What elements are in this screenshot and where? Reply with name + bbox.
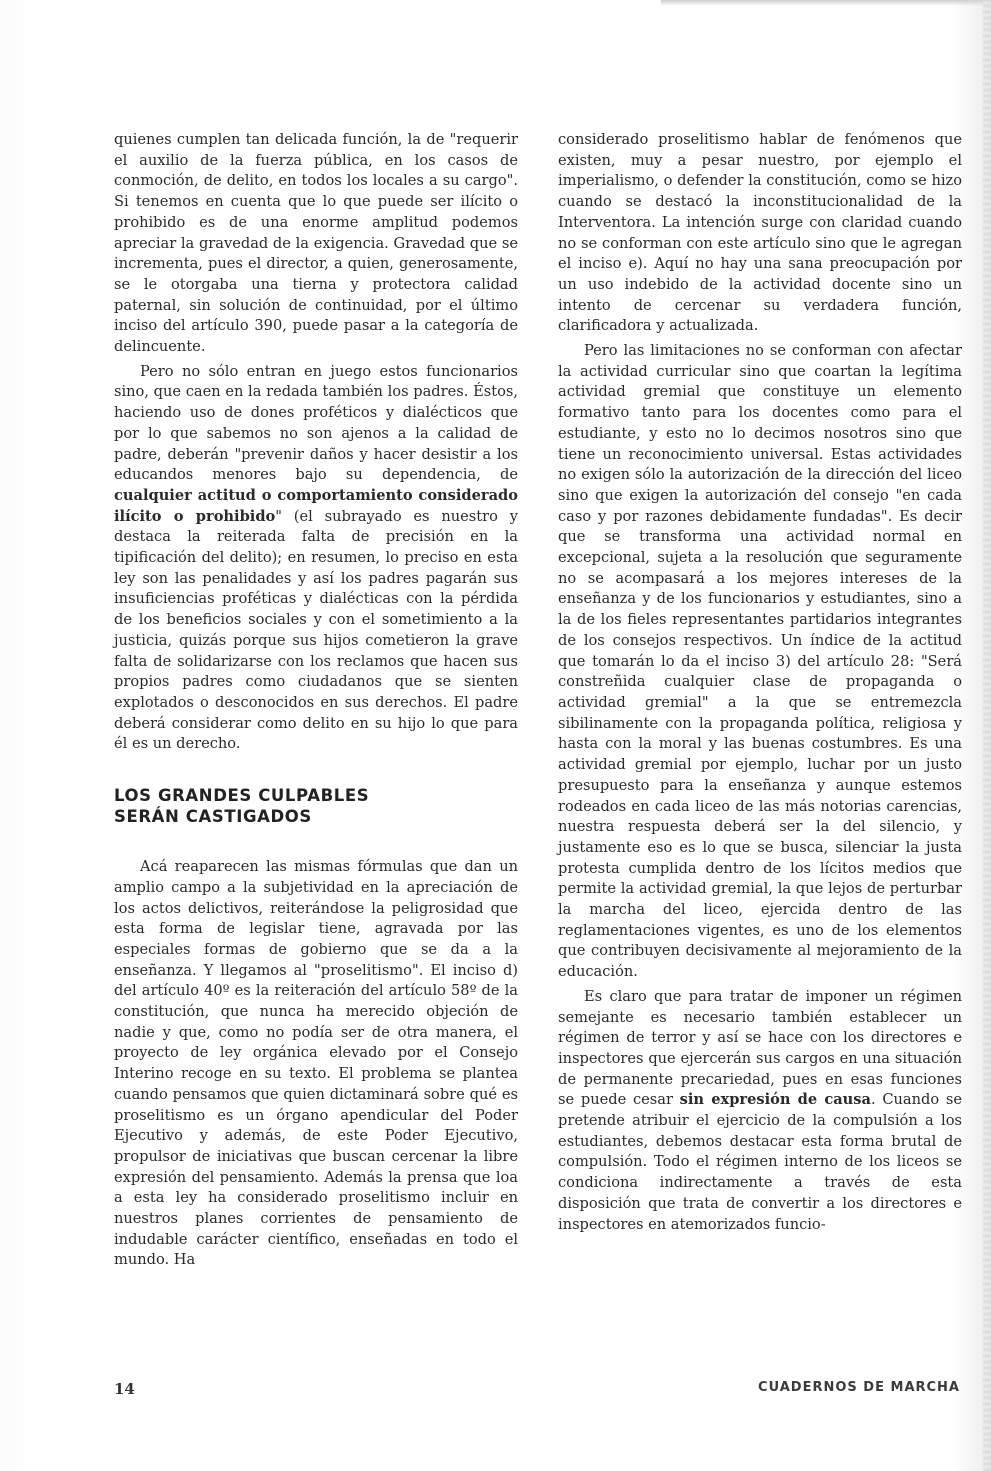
left-paragraph-2 [114, 362, 518, 755]
right-paragraph-3-text-b: . Cuando se pretende atribuir el ejercicio de la compulsión a los estudiantes, debemos destacar esta forma brutal de compulsión. Todo el régimen interno de los liceos se condiciona indirectamente a través de esta disposición que trata de convertir a los directores e inspectores en atemorizados funcio- [558, 1091, 962, 1233]
left-paragraph-2-text-a: Pero no sólo entran en juego estos funcionarios sino, que caen en la redada también los padres. Éstos, haciendo uso de dones proféticos y dialécticos que por lo que sabemos no son ajenos a la calidad de padre, deberán "prevenir daños y hacer desistir a los educandos menores bajo su dependencia, de [114, 362, 518, 484]
left-paragraph-2-emphasis: cualquier actitud o comportamiento considerado ilícito o prohibido [114, 486, 518, 525]
section-heading-line-2: SERÁN CASTIGADOS [114, 807, 312, 827]
page-binding-edge [983, 0, 991, 1471]
right-paragraph-3-emphasis: sin expresión de causa [679, 1091, 871, 1109]
left-column [114, 130, 518, 1271]
section-heading [114, 785, 518, 827]
right-column [558, 130, 962, 1235]
right-paragraph-2: Pero las limitaciones no se conforman con afectar la actividad curricular sino que coartan la legítima actividad gremial que constituye un elemento formativo tanto para los docentes como para el estudiante, y esto no lo decimos nosotros sino que tiene un reconocimiento universal. Estas actividades no exigen sólo la autorización de la dirección del liceo sino que exigen la autorización del consejo "en cada caso y por razones debidamente fundadas". Es decir que se transforma una actividad normal en excepcional, sujeta a la resolución que seguramente no se acompasará a los mejores intereses de la enseñanza y de los funcionarios y estudiantes, sino a la de los fieles representantes partidarios integrantes de los consejos respectivos. Un índice de la actitud que tomarán lo da el inciso 3) del artículo 28: "Será constreñida cualquier clase de propaganda o actividad gremial" a la que se entremezcla sibilinamente con la propaganda política, religiosa y hasta con la moral y las buenas costumbres. Es una actividad gremial por ejemplo, luchar por un justo presupuesto para la enseñanza y aunque estemos rodeados en cada liceo de las más notorias carencias, nuestra respuesta deberá ser la del silencio, y justamente eso es lo que se busca, silenciar la justa protesta cumplida dentro de los lícitos medios que permite la actividad gremial, la que lejos de perturbar la marcha del liceo, ejercida dentro de las reglamentaciones vigentes, es uno de los elementos que contribuyen decisivamente al mejoramiento de la educación. [558, 342, 962, 981]
right-paragraph-1: considerado proselitismo hablar de fenómenos que existen, muy a pesar nuestro, por ejemplo el imperialismo, o defender la constitución, como se hizo cuando se destacó la inconstitucionalidad de la Interventora. La intención surge con claridad cuando no se conforman con este artículo sino que le agregan el inciso e). Aquí no hay una sana preocupación por un uso indebido de la actividad docente sino un intento de cercenar su verdadera función, clarificadora y actualizada. [558, 131, 962, 335]
section-heading-line-1: LOS GRANDES CULPABLES [114, 786, 370, 806]
left-paragraph-1: quienes cumplen tan delicada función, la de "requerir el auxilio de la fuerza pública, en los casos de conmoción, de delito, en todos los locales a su cargo". Si tenemos en cuenta que lo que puede ser ilícito o prohibido es de una enorme amplitud podemos apreciar la gravedad de la exigencia. Gravedad que se incrementa, pues el director, a quien, generosamente, se le otorgaba una tierna y protectora calidad paternal, sin solución de continuidad, por el último inciso del artículo 390, puede pasar a la categoría de delincuente. [114, 131, 518, 356]
left-paragraph-3: Acá reaparecen las mismas fórmulas que dan un amplio campo a la subjetividad en la apreciación de los actos delictivos, reiterándose la peligrosidad que esta forma de legislar tiene, agravada por las especiales formas de gobierno que se da a la enseñanza. Y llegamos al "proselitismo". El inciso d) del artículo 40º es la reiteración del artículo 58º de la constitución, que nunca ha merecido objeción de nadie y que, como no podía ser de otra manera, el proyecto de ley orgánica elevado por el Consejo Interino recoge en su texto. El problema se plantea cuando pensamos que quien dictaminará sobre qué es proselitismo es un órgano apendicular del Poder Ejecutivo y además, de este Poder Ejecutivo, propulsor de iniciativas que buscan cercenar la libre expresión del pensamiento. Además la prensa que loa a esta ley ha considerado proselitismo incluir en nuestros planes corrientes de pensamiento de indudable carácter científico, enseñadas en todo el mundo. Ha [114, 858, 518, 1269]
right-paragraph-3 [558, 987, 962, 1235]
right-paragraph-3-text-a: Es claro que para tratar de imponer un régimen semejante es necesario también establecer un régimen de terror y así se hace con los directores e inspectores que ejercerán sus cargos en una situación de permanente precariedad, pues en esas funciones se puede cesar [558, 987, 962, 1109]
left-paragraph-2-text-b: " (el subrayado es nuestro y destaca la reiterada falta de precisión en la tipificación del delito); en resumen, lo preciso en esta ley son las penalidades y así los padres pagarán sus insuficiencias proféticas y dialécticas con la pérdida de los beneficios sociales y con el sometimiento a la justicia, quizás porque sus hijos cometieron la grave falta de solidarizarse con los reclamos que hacen sus propios padres como ciudadanos que se sienten explotados o desconocidos en sus derechos. El padre deberá considerar como delito en su hijo lo que para él es un derecho. [114, 507, 518, 753]
page-top-edge [661, 0, 991, 6]
publication-footer: CUADERNOS DE MARCHA [758, 1380, 960, 1395]
page-number: 14 [114, 1380, 135, 1398]
